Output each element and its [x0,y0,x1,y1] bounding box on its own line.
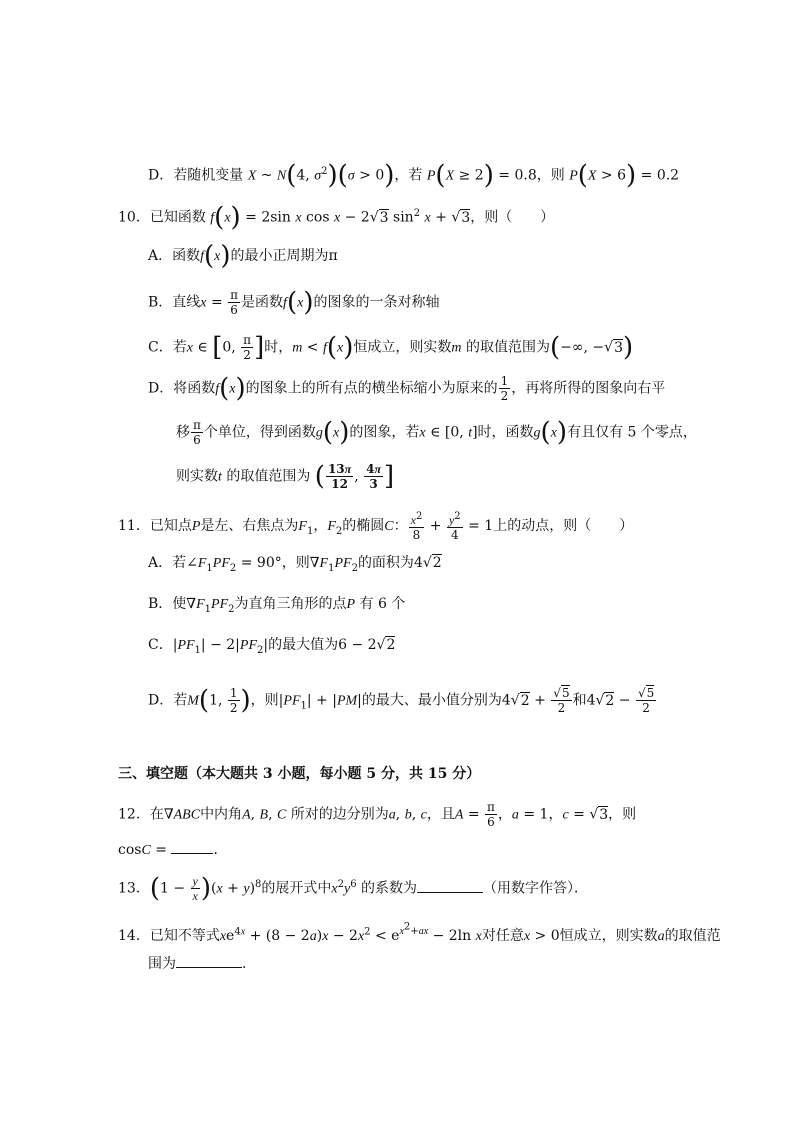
q10-stem: 10．已知函数 f(x) = 2sin x cos x − 2√3 $\sin^2 x + √3$，则（ ） [118,202,555,233]
q14-answer-blank[interactable] [176,955,242,968]
q10-option-a: A．函数f(x)的最小正周期为π [148,241,338,271]
q9-option-d: D．若随机变量 X ~ N(4, $\sigma^2)(\sigma > 0)$，若 P(X ≥ 2) = 0.8，则 P(X > 6) = 0.2 [148,160,680,191]
q14-line1: 14．已知不等式$xe^{4x} + (8 - 2a)x - 2x^2 < e^{x^2+ax} - 2\ln$ x对任意x > 0恒成立，则实数a的取值范 [118,922,721,944]
q13-answer-blank[interactable] [417,880,483,893]
section-3-title: 三、填空题（本大题共 3 小题，每小题 5 分，共 15 分） [118,766,481,782]
q12-line1: 12．在∇ABC中内角A, B, C 所对的边分别为a, b, c，且A = $\frac{\pi}{6}$ ，a = 1，c = √3，则 [118,800,637,829]
q11-option-d: D．若M(1, $\frac{1}{2}$ )，则$|PF_1| + |PM|$的最大、最小值分别为4√2 + $\frac{√5}{2}$ 和4√2 − $\frac{√5}{2}$ [148,685,655,716]
q10-option-d-line3: 则实数t 的取值范围为 ( $\frac{13\pi}{12}$ , $\frac{4\pi}{3}$ ] [176,461,395,492]
q11-option-a: A．若$\angle F_1PF_2 = 90^\circ$，则$\nabla F_1PF_2$的面积为4√2 [148,555,442,574]
q10-option-d-line1: D．将函数f(x)的图象上的所有点的横坐标缩小为原来的 $\frac{1}{2}$ ，再将所得的图象向右平 [148,373,666,404]
q12-answer-blank[interactable] [171,841,213,854]
q11-stem: 11．已知点P是左、右焦点为$F_1$，$F_2$的椭圆C： $\frac{x^2}{8}$ + $\frac{y^2}{4}$ = 1上的动点，则（ ） [118,511,634,542]
q14-line2: 围为 . [148,956,247,972]
q13: 13．(1 − $\frac{y}{x}$ )$(x + y)^8$的展开式中$x^2y^6$ 的系数为 （用数字作答）． [118,873,589,904]
q11-option-b: B．使$\nabla F_1PF_2$为直角三角形的点P 有 6 个 [148,596,406,615]
q10-option-d-line2: 移 $\frac{\pi}{6}$ 个单位，得到函数g(x)的图象，若x ∈ [0, t]时，函数g(x)有且仅有 5 个零点， [176,417,697,448]
q10-option-b: B．直线x = $\frac{\pi}{6}$ 是函数f(x)的图象的一条对称轴 [148,287,440,318]
q11-option-c: C．$|PF_1| - 2|PF_2|$的最大值为6 − 2√2 [148,637,396,656]
q10-option-c: C．若x ∈ [0, $\frac{\pi}{2}$ ]时，m < f(x)恒成立，则实数m 的取值范围为(−∞, −√3) [148,332,634,363]
q12-line2: cosC = ． [118,842,228,858]
